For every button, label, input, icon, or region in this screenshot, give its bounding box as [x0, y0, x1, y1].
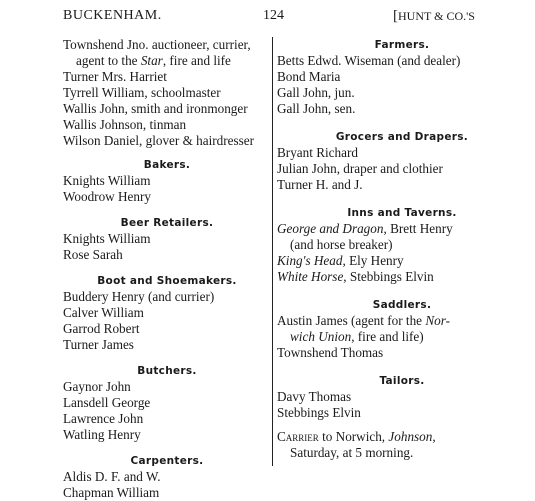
list-item: Julian John, draper and clothier: [277, 161, 443, 176]
spacer: [277, 193, 527, 205]
section-heading-carpenters: Carpenters.: [130, 455, 204, 467]
entry-text: , fire and life: [162, 53, 231, 68]
list-item: Chapman William: [63, 485, 160, 500]
entry-text: , Brett Henry: [383, 221, 453, 236]
carrier-line: [277, 429, 527, 445]
list-item: Tyrrell William, schoolmaster: [63, 85, 221, 100]
list-item: Garrod Robert: [63, 321, 140, 336]
spacer: [63, 443, 271, 453]
list-item: Buddery Henry (and currier): [63, 289, 215, 304]
list-item: [277, 253, 527, 269]
column-divider: [272, 37, 273, 466]
list-item: Rose Sarah: [63, 247, 123, 262]
spacer: [63, 149, 271, 157]
left-column: [63, 37, 271, 501]
list-item: Lawrence John: [63, 411, 144, 426]
section-heading-beer-retailers: Beer Retailers.: [120, 217, 214, 229]
entry-italic: wich Union: [290, 329, 352, 344]
list-item: Gall John, sen.: [277, 101, 356, 116]
list-item: Knights William: [63, 231, 151, 246]
town-name: BUCKENHAM.: [63, 8, 162, 23]
list-item: (and horse breaker): [290, 237, 393, 252]
entry-text: to Norwich,: [318, 429, 389, 444]
spacer: [63, 263, 271, 273]
list-item: Stebbings Elvin: [277, 405, 361, 420]
section-heading-butchers: Butchers.: [137, 365, 197, 377]
list-item: [277, 221, 527, 237]
list-item: Wilson Daniel, glover & hairdresser: [63, 133, 254, 148]
list-item: Watling Henry: [63, 427, 141, 442]
spacer: [63, 353, 271, 363]
section-heading-saddlers: Saddlers.: [372, 299, 432, 311]
section-heading-bakers: Bakers.: [143, 159, 191, 171]
publisher-name: [393, 8, 475, 25]
section-heading-farmers: Farmers.: [374, 39, 430, 51]
list-item: [277, 313, 527, 329]
list-item: Turner Mrs. Harriet: [63, 69, 167, 84]
entry-italic: George and Dragon: [277, 221, 384, 236]
page-header: [63, 8, 523, 26]
list-item: Davy Thomas: [277, 389, 352, 404]
section-heading-tailors: Tailors.: [379, 375, 425, 387]
list-item: Betts Edwd. Wiseman (and dealer): [277, 53, 461, 68]
list-item: Gaynor John: [63, 379, 131, 394]
entry-text: , fire and life): [351, 329, 424, 344]
entry-text: , Ely Henry: [342, 253, 404, 268]
spacer: [277, 285, 527, 297]
publisher-bracket: [: [393, 8, 398, 24]
list-item: Wallis John, smith and ironmonger: [63, 101, 248, 116]
list-item: [277, 269, 527, 285]
right-column: [277, 37, 527, 461]
spacer: [277, 117, 527, 129]
list-item: [277, 329, 527, 345]
carrier-label: Carrier: [277, 429, 319, 444]
section-heading-boot-shoemakers: Boot and Shoemakers.: [97, 275, 237, 287]
page-number: 124: [263, 8, 284, 23]
list-item: Bond Maria: [277, 69, 341, 84]
entry-text: Austin James (agent for the: [277, 313, 426, 328]
list-item: Turner James: [63, 337, 134, 352]
entry-text: agent to the: [76, 53, 141, 68]
list-item: Townshend Thomas: [277, 345, 384, 360]
section-heading-inns-taverns: Inns and Taverns.: [347, 207, 457, 219]
list-item: [63, 53, 271, 69]
list-item: Woodrow Henry: [63, 189, 151, 204]
spacer: [277, 421, 527, 429]
list-item: Townshend Jno. auctioneer, currier,: [63, 37, 251, 52]
list-item: Lansdell George: [63, 395, 151, 410]
list-item: Gall John, jun.: [277, 85, 355, 100]
publisher-text: HUNT & CO.'S: [398, 9, 475, 23]
section-heading-grocers-drapers: Grocers and Drapers.: [335, 131, 469, 143]
entry-italic: White Horse: [277, 269, 344, 284]
entry-italic: Nor-: [425, 313, 450, 328]
spacer: [63, 205, 271, 215]
list-item: Aldis D. F. and W.: [63, 469, 161, 484]
carrier-line: Saturday, at 5 morning.: [290, 445, 414, 460]
list-item: Bryant Richard: [277, 145, 358, 160]
list-item: Knights William: [63, 173, 151, 188]
list-item: Calver William: [63, 305, 144, 320]
entry-italic: Johnson: [388, 429, 433, 444]
entry-text: , Stebbings Elvin: [343, 269, 434, 284]
list-item: Wallis Johnson, tinman: [63, 117, 187, 132]
spacer: [277, 361, 527, 373]
entry-italic: King's Head: [277, 253, 343, 268]
entry-text: ,: [432, 429, 436, 444]
list-item: Turner H. and J.: [277, 177, 363, 192]
entry-italic: Star: [140, 53, 163, 68]
